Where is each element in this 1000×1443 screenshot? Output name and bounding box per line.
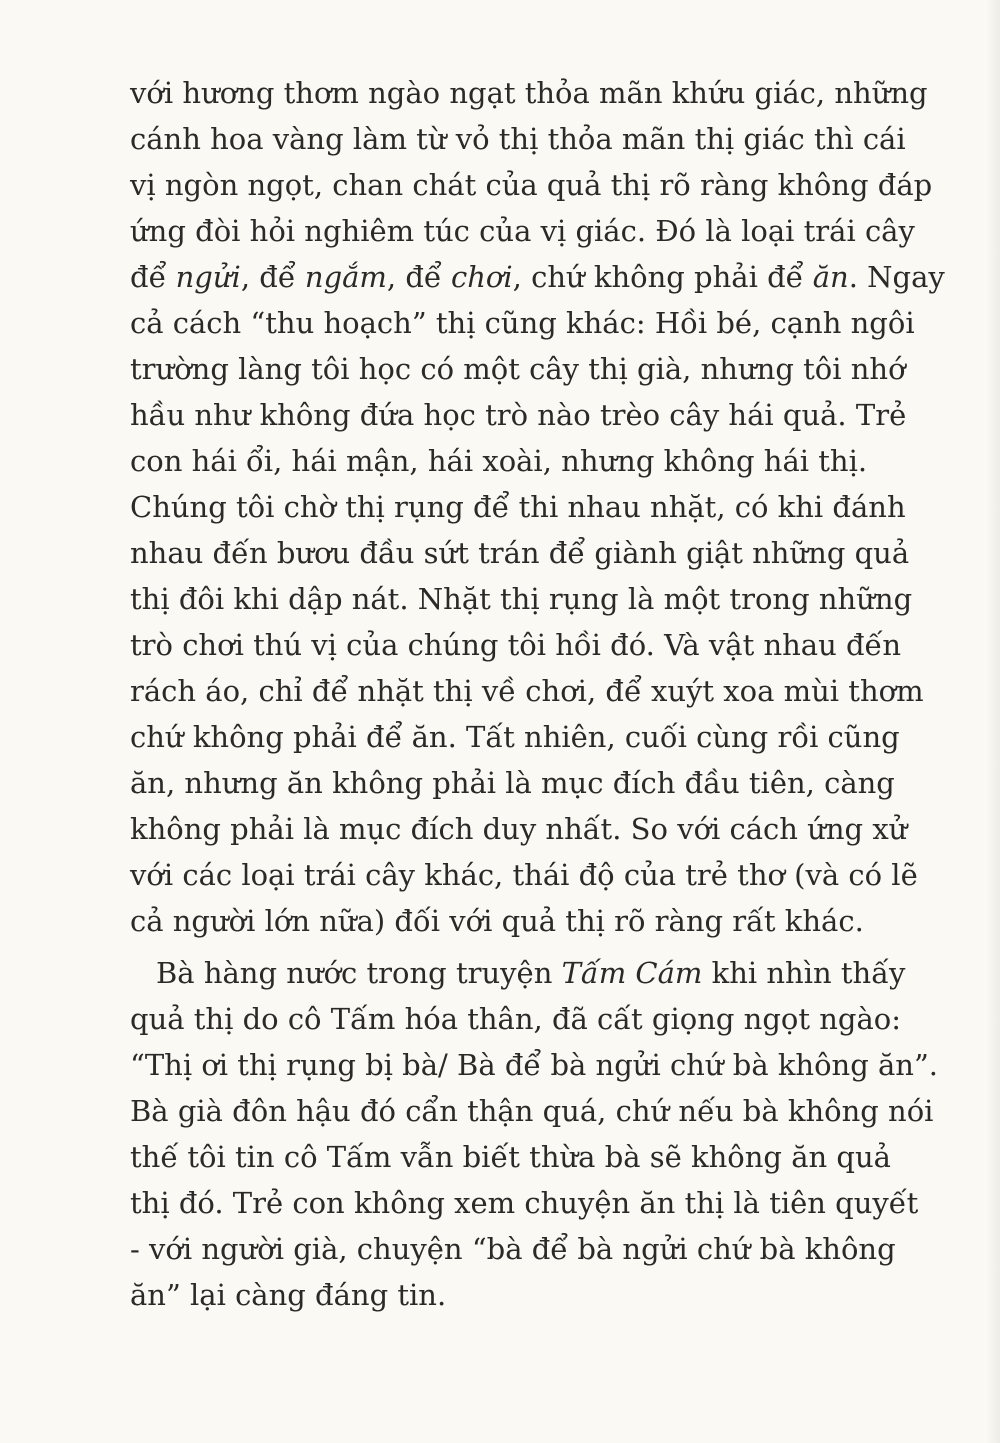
text-run: để: [130, 260, 176, 294]
text-line: [130, 254, 945, 300]
text-line: thị đó. Trẻ con không xem chuyện ăn thị là tiên quyết: [130, 1186, 919, 1220]
text-line: không phải là mục đích duy nhất. So với cách ứng xử: [130, 812, 908, 846]
italic-title-tam-cam: Tấm Cám: [561, 956, 703, 990]
text-line: trường làng tôi học có một cây thị già, nhưng tôi nhớ: [130, 352, 906, 386]
text-line: trò chơi thú vị của chúng tôi hồi đó. Và vật nhau đến: [130, 628, 902, 662]
text-run: , chứ không phải để: [512, 260, 813, 294]
text-line: với các loại trái cây khác, thái độ của trẻ thơ (và có lẽ: [130, 858, 918, 892]
text-run: . Ngay: [848, 260, 945, 294]
paragraph-1: [130, 70, 945, 944]
italic-word-ngui: ngửi: [175, 260, 241, 294]
text-line: - với người già, chuyện “bà để bà ngửi chứ bà không: [130, 1232, 896, 1266]
text-line: ăn, nhưng ăn không phải là mục đích đầu tiên, càng: [130, 766, 895, 800]
text-line: với hương thơm ngào ngạt thỏa mãn khứu giác, những: [130, 76, 928, 110]
text-line: con hái ổi, hái mận, hái xoài, nhưng không hái thị.: [130, 444, 868, 478]
italic-word-choi: chơi: [450, 260, 513, 294]
text-run: Bà hàng nước trong truyện: [156, 956, 562, 990]
text-line: rách áo, chỉ để nhặt thị về chơi, để xuýt xoa mùi thơm: [130, 674, 924, 708]
italic-word-ngam: ngắm: [304, 260, 387, 294]
text-run: khi nhìn thấy: [702, 956, 906, 990]
text-line: thế tôi tin cô Tấm vẫn biết thừa bà sẽ không ăn quả: [130, 1140, 891, 1174]
text-line: Chúng tôi chờ thị rụng để thi nhau nhặt, có khi đánh: [130, 490, 906, 524]
text-line: Bà già đôn hậu đó cẩn thận quá, chứ nếu bà không nói: [130, 1094, 934, 1128]
text-line: nhau đến bươu đầu sứt trán để giành giật những quả: [130, 536, 910, 570]
text-line: cả cách “thu hoạch” thị cũng khác: Hồi bé, cạnh ngôi: [130, 306, 915, 340]
page-text: [130, 70, 945, 1318]
text-line: quả thị do cô Tấm hóa thân, đã cất giọng ngọt ngào:: [130, 1002, 901, 1036]
page-edge-shadow: [986, 0, 1000, 1443]
text-run: , để: [386, 260, 451, 294]
text-line: cánh hoa vàng làm từ vỏ thị thỏa mãn thị giác thì cái: [130, 122, 906, 156]
text-line: ứng đòi hỏi nghiêm túc của vị giác. Đó là loại trái cây: [130, 214, 915, 248]
italic-word-an: ăn: [812, 260, 849, 294]
text-line: hầu như không đứa học trò nào trèo cây hái quả. Trẻ: [130, 398, 907, 432]
text-run: , để: [240, 260, 305, 294]
text-line: cả người lớn nữa) đối với quả thị rõ ràng rất khác.: [130, 904, 864, 938]
text-line: ăn” lại càng đáng tin.: [130, 1278, 447, 1312]
text-line: thị đôi khi dập nát. Nhặt thị rụng là một trong những: [130, 582, 913, 616]
text-line: chứ không phải để ăn. Tất nhiên, cuối cùng rồi cũng: [130, 720, 900, 754]
paragraph-2: [130, 950, 939, 1318]
text-line: “Thị ơi thị rụng bị bà/ Bà để bà ngửi chứ bà không ăn”.: [130, 1048, 939, 1082]
text-line: vị ngòn ngọt, chan chát của quả thị rõ ràng không đáp: [130, 168, 933, 202]
text-line: [130, 950, 920, 996]
